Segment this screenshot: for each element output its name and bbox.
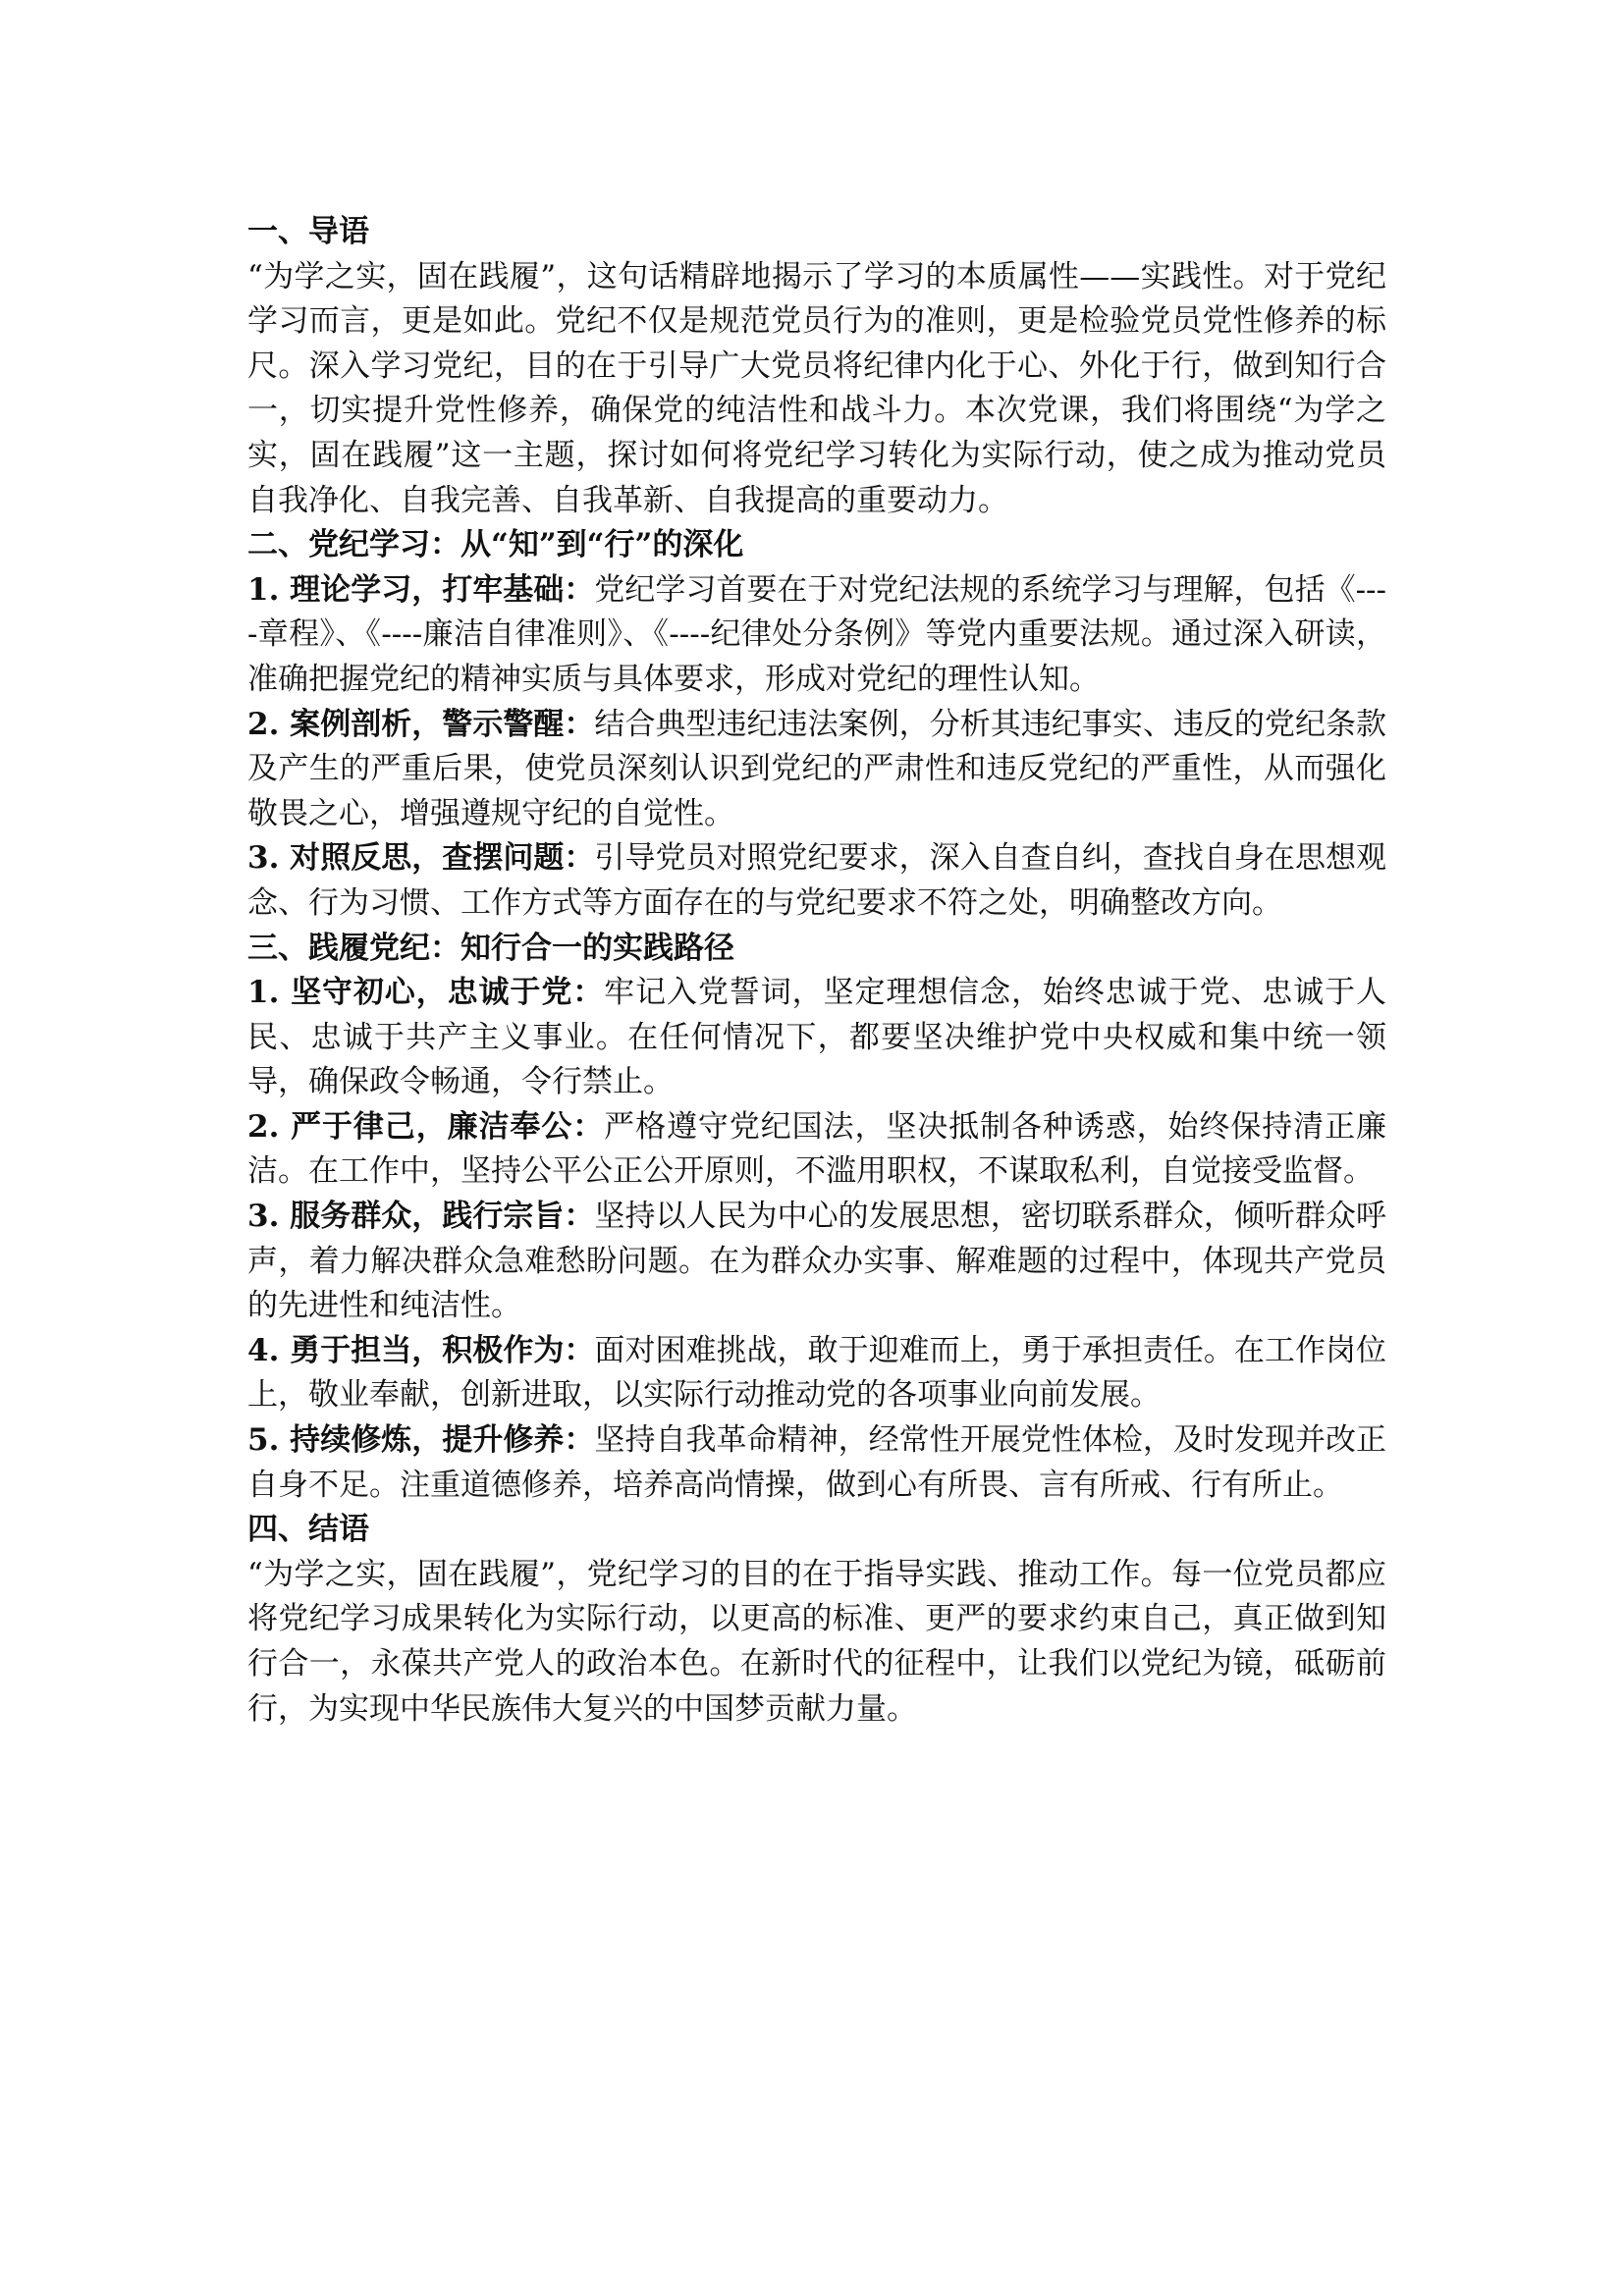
list-item-text: 党纪学习首要在于对党纪法规的系统学习与理解，包括《----章程》、《----廉洁自律准则》、《----纪律处分条例》等党内重要法规。通过深入研读，准确把握党纪的精神实质与具体要求，形成对党纪的理性认知。 <box>247 571 1387 697</box>
section-study <box>247 523 1386 926</box>
section-heading: 四、结语 <box>247 1512 369 1548</box>
list-item-lead: 3. 对照反思，查摆问题： <box>247 840 595 877</box>
paragraph: “为学之实，固在践履”，党纪学习的目的在于指导实践、推动工作。每一位党员都应将党纪学习成果转化为实际行动，以更高的标准、更严的要求约束自己，真正做到知行合一，永葆共产党人的政治本色。在新时代的征程中，让我们以党纪为镜，砥砺前行，为实现中华民族伟大复兴的中国梦贡献力量。 <box>247 1556 1386 1727</box>
list-item-text: 严格遵守党纪国法，坚决抵制各种诱惑，始终保持清正廉洁。在工作中，坚持公平公正公开原则，不滥用职权，不谋取私利，自觉接受监督。 <box>247 1108 1387 1190</box>
list-item-text: 坚持以人民为中心的发展思想，密切联系群众，倾听群众呼声，着力解决群众急难愁盼问题。在为群众办实事、解难题的过程中，体现共产党员的先进性和纯洁性。 <box>247 1199 1387 1324</box>
list-item <box>247 1105 1386 1195</box>
document-page <box>247 210 1386 1732</box>
section-heading: 三、践履党纪：知行合一的实践路径 <box>247 930 734 966</box>
list-item-lead: 2. 案例剖析，警示警醒： <box>247 706 595 742</box>
section-conclusion <box>247 1508 1386 1732</box>
list-item <box>247 1418 1386 1508</box>
list-item-text: 牢记入党誓词，坚定理想信念，始终忠诚于党、忠诚于人民、忠诚于共产主义事业。在任何情况下，都要坚决维护党中央权威和集中统一领导，确保政令畅通，令行禁止。 <box>247 975 1387 1100</box>
list-item-text: 坚持自我革命精神，经常性开展党性体检，及时发现并改正自身不足。注重道德修养，培养高尚情操，做到心有所畏、言有所戒、行有所止。 <box>247 1422 1387 1503</box>
list-item-text: 引导党员对照党纪要求，深入自查自纠，查找自身在思想观念、行为习惯、工作方式等方面存在的与党纪要求不符之处，明确整改方向。 <box>247 840 1387 921</box>
section-practice <box>247 927 1386 1509</box>
list-item <box>247 971 1386 1105</box>
list-item-text: 结合典型违纪违法案例，分析其违纪事实、违反的党纪条款及产生的严重后果，使党员深刻认识到党纪的严肃性和违反党纪的严重性，从而强化敬畏之心，增强遵规守纪的自觉性。 <box>247 706 1387 831</box>
list-item <box>247 1195 1386 1329</box>
list-item-text: 面对困难挑战，敢于迎难而上，勇于承担责任。在工作岗位上，敬业奉献，创新进取，以实际行动推动党的各项事业向前发展。 <box>247 1332 1387 1414</box>
list-item-lead: 5. 持续修炼，提升修养： <box>247 1422 595 1459</box>
section-intro <box>247 210 1386 523</box>
section-heading: 二、党纪学习：从“知”到“行”的深化 <box>247 527 744 563</box>
list-item <box>247 568 1386 703</box>
list-item-lead: 1. 理论学习，打牢基础： <box>247 571 595 608</box>
paragraph: “为学之实，固在践履”，这句话精辟地揭示了学习的本质属性——实践性。对于党纪学习而言，更是如此。党纪不仅是规范党员行为的准则，更是检验党员党性修养的标尺。深入学习党纪，目的在于引导广大党员将纪律内化于心、外化于行，做到知行合一，切实提升党性修养，确保党的纯洁性和战斗力。本次党课，我们将围绕“为学之实，固在践履”这一主题，探讨如何将党纪学习转化为实际行动，使之成为推动党员自我净化、自我完善、自我革新、自我提高的重要动力。 <box>247 258 1386 518</box>
list-item-lead: 2. 严于律己，廉洁奉公： <box>247 1108 605 1145</box>
list-item <box>247 703 1386 837</box>
list-item-lead: 4. 勇于担当，积极作为： <box>247 1332 595 1368</box>
list-item-lead: 3. 服务群众，践行宗旨： <box>247 1199 595 1235</box>
list-item-lead: 1. 坚守初心，忠诚于党： <box>247 975 605 1011</box>
list-item <box>247 836 1386 926</box>
section-heading: 一、导语 <box>247 214 369 249</box>
list-item <box>247 1329 1386 1418</box>
